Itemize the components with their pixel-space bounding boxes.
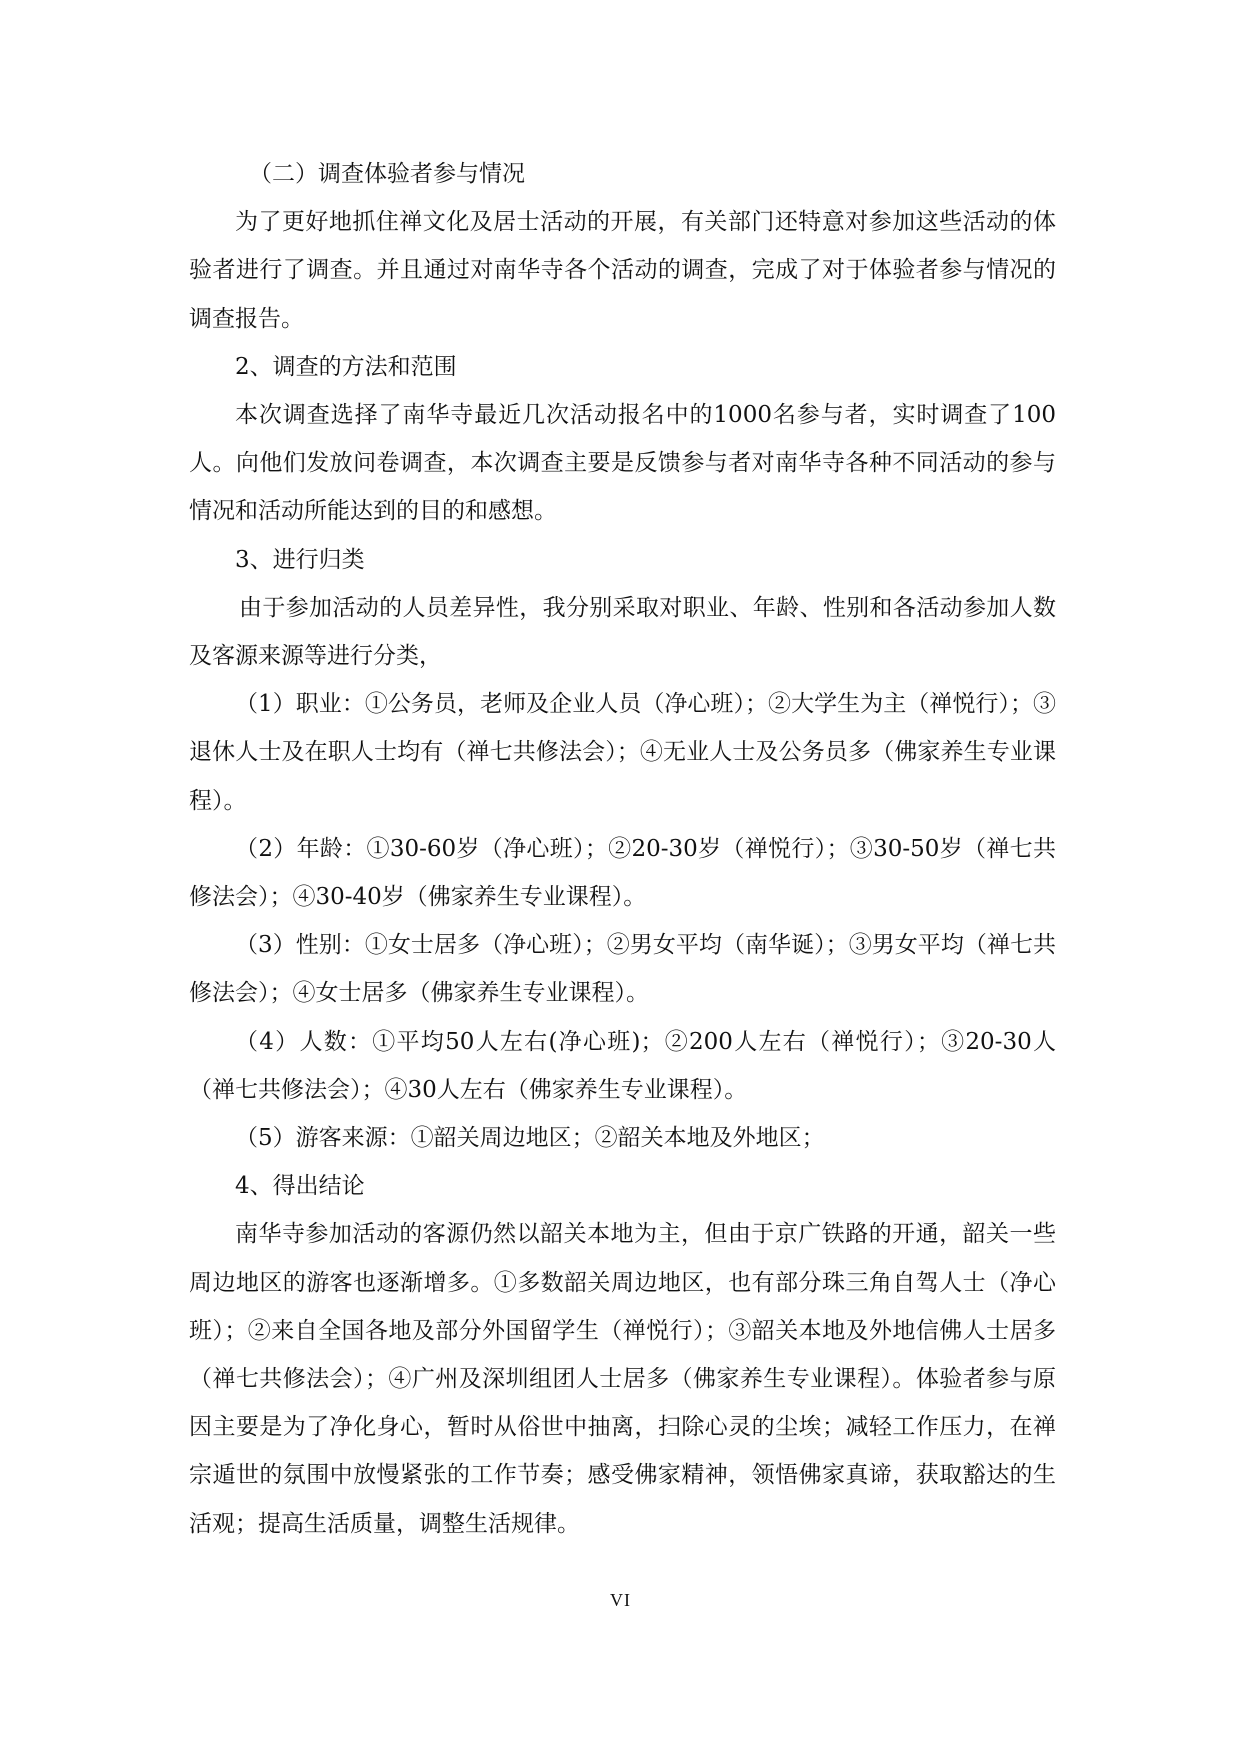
list-item: （1）职业：①公务员，老师及企业人员（净心班）；②大学生为主（禅悦行）；③退休人士及在职人士均有（禅七共修法会）；④无业人士及公务员多（佛家养生专业课程）。 — [189, 691, 1056, 814]
section-heading: （二）调查体验者参与情况 — [249, 161, 525, 187]
paragraph: 由于参加活动的人员差异性，我分别采取对职业、年龄、性别和各活动参加人数及客源来源等进行分类， — [189, 594, 1056, 670]
page-number: VI — [610, 1590, 631, 1610]
paragraph: 南华寺参加活动的客源仍然以韶关本地为主，但由于京广铁路的开通，韶关一些周边地区的游客也逐渐增多。①多数韶关周边地区，也有部分珠三角自驾人士（净心班）；②来自全国各地及部分外国留学生（禅悦行）；③韶关本地及外地信佛人士居多（禅七共修法会）；④广州及深圳组团人士居多（佛家养生专业课程）。体验者参与原因主要是为了净化身心，暂时从俗世中抽离，扫除心灵的尘埃；减轻工作压力，在禅宗遁世的氛围中放慢紧张的工作节奏；感受佛家精神，领悟佛家真谛，获取豁达的生活观；提高生活质量，调整生活规律。 — [189, 1221, 1056, 1537]
list-item: （3）性别：①女士居多（净心班）；②男女平均（南华诞）；③男女平均（禅七共修法会）；④女士居多（佛家养生专业课程）。 — [189, 932, 1056, 1007]
paragraph: 本次调查选择了南华寺最近几次活动报名中的1000名参与者，实时调查了100人。向他们发放问卷调查，本次调查主要是反馈参与者对南华寺各种不同活动的参与情况和活动所能达到的目的和感想。 — [189, 402, 1056, 525]
paragraph: 为了更好地抓住禅文化及居士活动的开展，有关部门还特意对参加这些活动的体验者进行了调查。并且通过对南华寺各个活动的调查，完成了对于体验者参与情况的调查报告。 — [189, 209, 1056, 332]
list-item: （5）游客来源：①韶关周边地区；②韶关本地及外地区； — [235, 1125, 825, 1152]
document-body — [189, 150, 1056, 1548]
list-item: （2）年龄：①30-60岁（净心班）；②20-30岁（禅悦行）；③30-50岁（禅七共修法会）；④30-40岁（佛家养生专业课程）。 — [189, 835, 1056, 911]
subheading: 4、得出结论 — [235, 1173, 365, 1200]
list-item: （4）人数：①平均50人左右(净心班)；②200人左右（禅悦行）；③20-30人（禅七共修法会）；④30人左右（佛家养生专业课程）。 — [189, 1028, 1056, 1103]
subheading: 3、进行归类 — [235, 546, 365, 573]
subheading: 2、调查的方法和范围 — [235, 353, 457, 380]
